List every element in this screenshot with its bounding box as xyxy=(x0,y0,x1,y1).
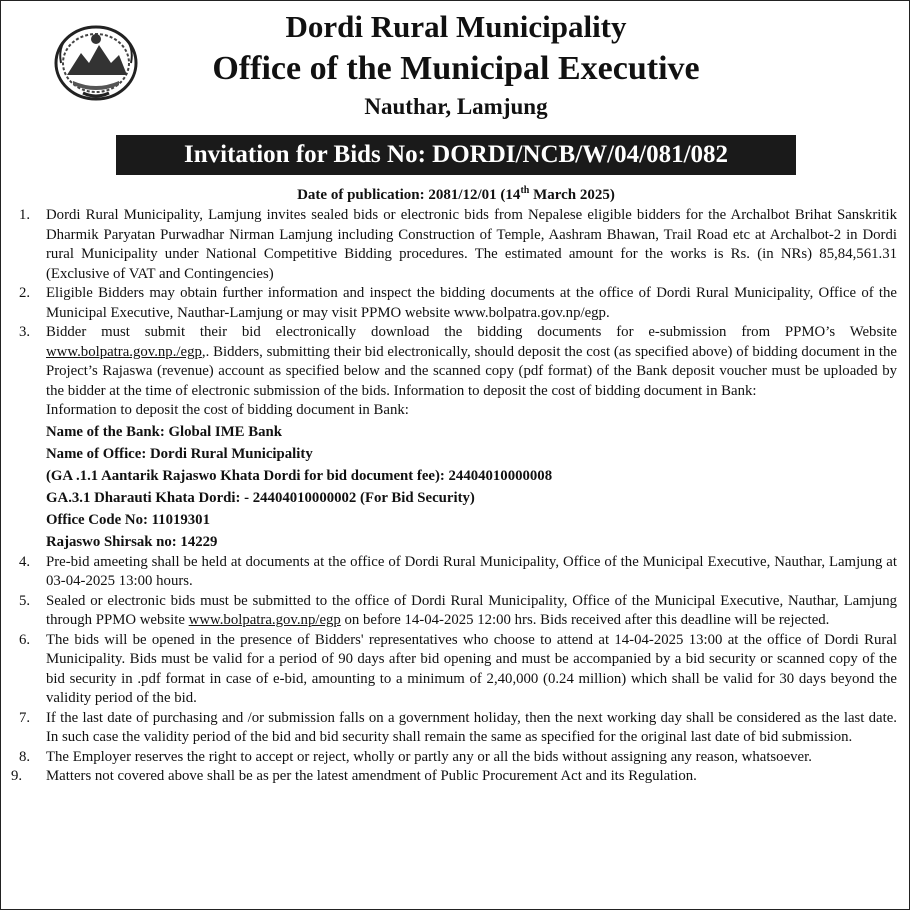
bank-info-line: Information to deposit the cost of bidding document in Bank: xyxy=(46,402,409,418)
item-text-b: ,. Bidders, submitting their bid electronically, should deposit the cost (as specified above) of bidding document in the Project’s Rajaswa (revenue) account as specified below and the scanned copy (pdf format) of the Bank deposit voucher must be uploaded by the bidder at the time of electronic submission of the bids. Information to deposit the cost of bidding document in Bank: xyxy=(46,343,897,399)
list-item-9 xyxy=(9,767,897,787)
office-code: Office Code No: 11019301 xyxy=(46,511,210,528)
list-item-3 xyxy=(9,323,897,553)
publication-date-sup: th xyxy=(520,185,530,196)
list-item-2 xyxy=(9,284,897,323)
ga31-account: GA.3.1 Dharauti Khata Dordi: - 24404010000002 (For Bid Security) xyxy=(46,489,475,506)
bolpatra-link[interactable]: www.bolpatra.gov.np./egp xyxy=(46,343,202,360)
item-number: 1. xyxy=(19,207,31,223)
publication-date-suffix: March 2025) xyxy=(529,187,615,203)
item-text: The bids will be opened in the presence of Bidders' representatives who choose to attend at 14-04-2025 13:00 at the office of Dordi Rural Municipality. Bids must be valid for a period of 90 days after bid opening and must be accompanied by a bid security or scanned copy of the bid security in .pdf format in case of e-bid, amounting to a minimum of 2,40,000 (0.24 million) which shall be valid for 30 days beyond the validity period of the bid. xyxy=(46,631,897,706)
list-item-8 xyxy=(9,748,897,768)
bank-name: Name of the Bank: Global IME Bank xyxy=(46,423,282,440)
bid-number-banner: Invitation for Bids No: DORDI/NCB/W/04/081/082 xyxy=(116,135,796,175)
municipality-title: Dordi Rural Municipality xyxy=(285,9,627,44)
item-number: 6. xyxy=(19,631,31,648)
location-title: Nauthar, Lamjung xyxy=(364,94,548,119)
item-text-a: Sealed or electronic bids must be submitted to the office of Dordi Rural Municipality, Office of the Municipal Executive, Nauthar, Lamjung through PPMO website xyxy=(46,592,897,628)
ga11-account: (GA .1.1 Aantarik Rajaswo Khata Dordi for bid document fee): 24404010000008 xyxy=(46,467,553,484)
list-item-7 xyxy=(9,709,897,748)
item-text: Eligible Bidders may obtain further information and inspect the bidding documents at the office of Dordi Rural Municipality, Office of the Municipal Executive, Nauthar-Lamjung or may visit PPMO website www.bolpatra.gov.np/egp. xyxy=(46,285,897,321)
item-text-a: Bidder must submit their bid electronically download the bidding documents for e-submission from PPMO’s Website xyxy=(46,324,897,340)
list-item-6 xyxy=(9,631,897,709)
item-number: 7. xyxy=(19,709,31,726)
publication-date xyxy=(1,185,910,204)
item-text: Dordi Rural Municipality, Lamjung invites sealed bids or electronic bids from Nepalese eligible bidders for the Archalbot Brihat Sanskritik Dharmik Paryatan Purwadhar Nirman Lamjung including Construction of Temple, Aashram Bhawan, Trail Road etc at Archalbot-2 in Dordi rural Municipality under National Competitive Bidding procedures. The estimated amount for the works is Rs. (in NRs) 85,84,561.31 (Exclusive of VAT and Contingencies) xyxy=(46,207,897,282)
item-number: 2. xyxy=(19,285,31,301)
notice-items xyxy=(9,206,897,787)
publication-date-prefix: Date of publication: 2081/12/01 (14 xyxy=(297,187,521,203)
item-number: 4. xyxy=(19,553,31,570)
item-text: Matters not covered above shall be as per the latest amendment of Public Procurement Act and its Regulation. xyxy=(46,768,697,784)
item-number: 3. xyxy=(19,324,31,340)
item-number: 5. xyxy=(19,592,31,609)
item-text: Pre-bid ameeting shall be held at documents at the office of Dordi Rural Municipality, Office of the Municipal Executive, Nauthar, Lamjung at 03-04-2025 13:00 hours. xyxy=(46,553,897,589)
item-text: If the last date of purchasing and /or submission falls on a government holiday, then the next working day shall be considered as the last date. In such case the validity period of the bid and bid security shall remain the same as specified for the original last date of bid submission. xyxy=(46,709,897,745)
list-item-1 xyxy=(9,206,897,284)
item-number: 8. xyxy=(19,748,31,765)
rajaswo-shirsak: Rajaswo Shirsak no: 14229 xyxy=(46,533,218,550)
item-text: The Employer reserves the right to accept or reject, wholly or partly any or all the bids without assigning any reason, whatsoever. xyxy=(46,748,812,765)
bolpatra-link[interactable]: www.bolpatra.gov.np/egp xyxy=(188,612,341,628)
item-number: 9. xyxy=(11,768,23,784)
list-item-4 xyxy=(9,553,897,592)
office-title: Office of the Municipal Executive xyxy=(212,50,700,87)
item-text-b: on before 14-04-2025 12:00 hrs. Bids received after this deadline will be rejected. xyxy=(340,612,830,628)
office-name: Name of Office: Dordi Rural Municipality xyxy=(46,445,313,462)
list-item-5 xyxy=(9,592,897,631)
